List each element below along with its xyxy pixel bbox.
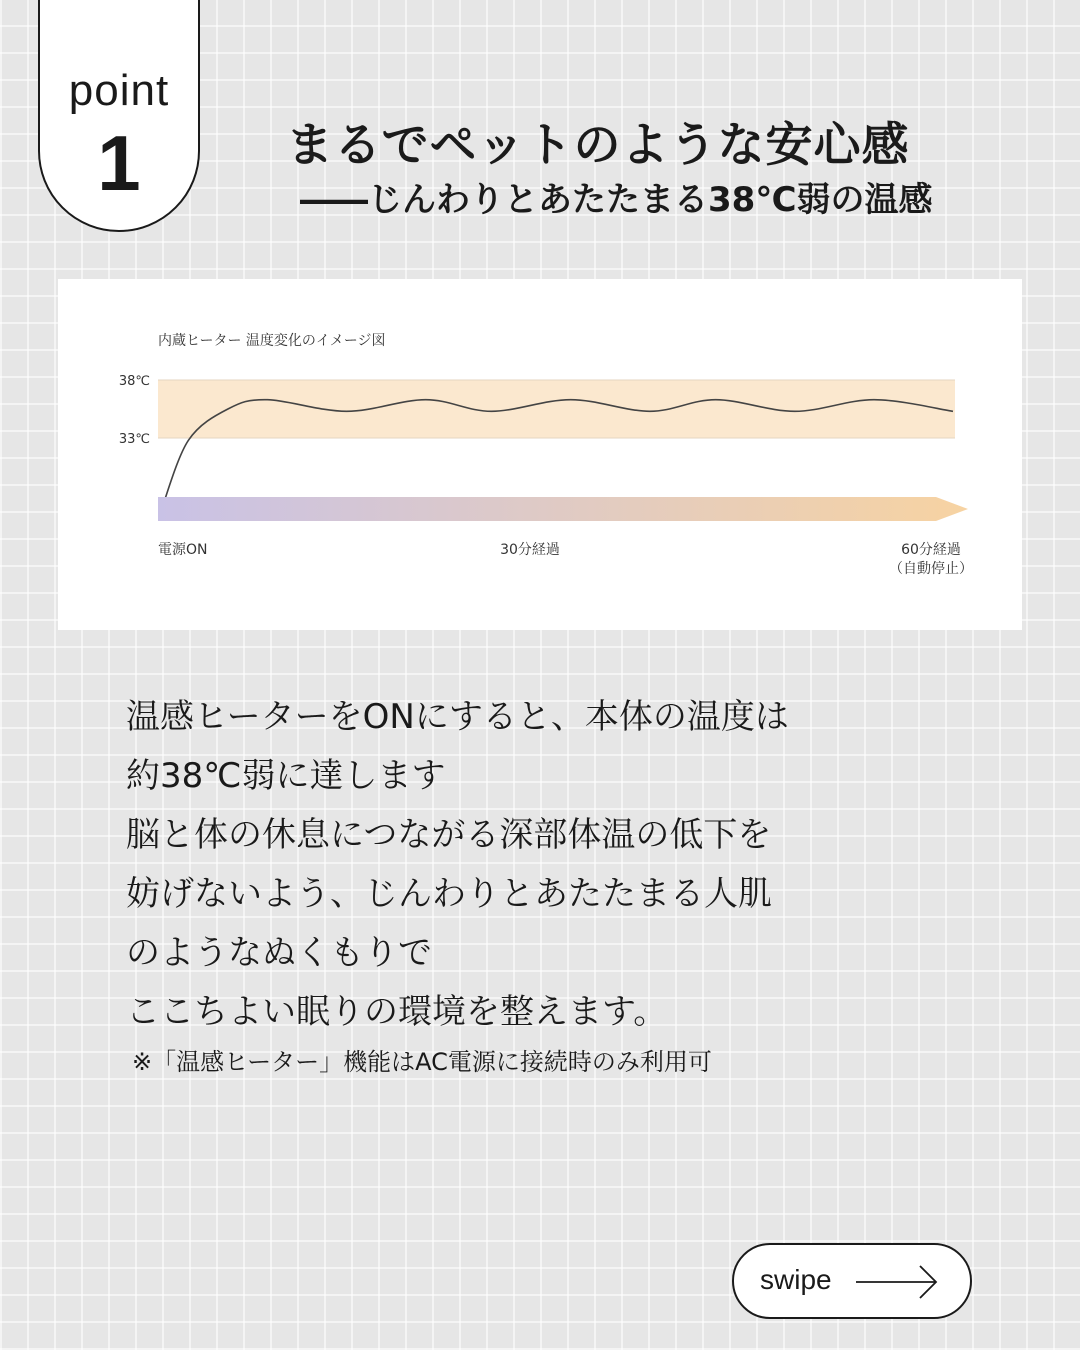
temperature-chart (58, 279, 1022, 630)
badge-word: point (68, 66, 170, 115)
body-line: 約38℃弱に達します (126, 756, 446, 796)
chart-title: 内蔵ヒーター 温度変化のイメージ図 (158, 333, 386, 349)
body-line: 脳と体の休息につながる深部体温の低下を (126, 815, 772, 855)
timeline-label-start: 電源ON (158, 542, 208, 558)
timeline-label-end: 60分経過 (901, 542, 961, 558)
timeline-label-mid: 30分経過 (500, 542, 560, 558)
temperature-band (158, 380, 955, 438)
swipe-label: swipe (760, 1264, 832, 1295)
chart-card (58, 279, 1022, 630)
timeline-arrow (158, 497, 968, 521)
swipe-button[interactable] (732, 1243, 972, 1319)
badge-number: 1 (97, 119, 141, 207)
body-line: 温感ヒーターをONにすると、本体の温度は (126, 697, 789, 737)
page-subtitle: ――じんわりとあたたまる38℃弱の温感 (300, 180, 933, 220)
body-line: のようなぬくもりで (126, 933, 432, 973)
point-badge (38, 0, 200, 232)
arrow-right-icon (856, 1265, 940, 1299)
body-line: ここちよい眠りの環境を整えます。 (126, 992, 668, 1032)
ytick-label-top: 38℃ (118, 374, 150, 389)
body-line: 妨げないよう、じんわりとあたたまる人肌 (126, 874, 772, 914)
footnote: ※「温感ヒーター」機能はAC電源に接続時のみ利用可 (132, 1048, 712, 1076)
body-text (126, 688, 1026, 1042)
ytick-label-bottom: 33℃ (118, 432, 150, 447)
timeline-end-note: （自動停止） (889, 561, 973, 577)
page-title: まるでペットのような安心感 (286, 118, 910, 173)
